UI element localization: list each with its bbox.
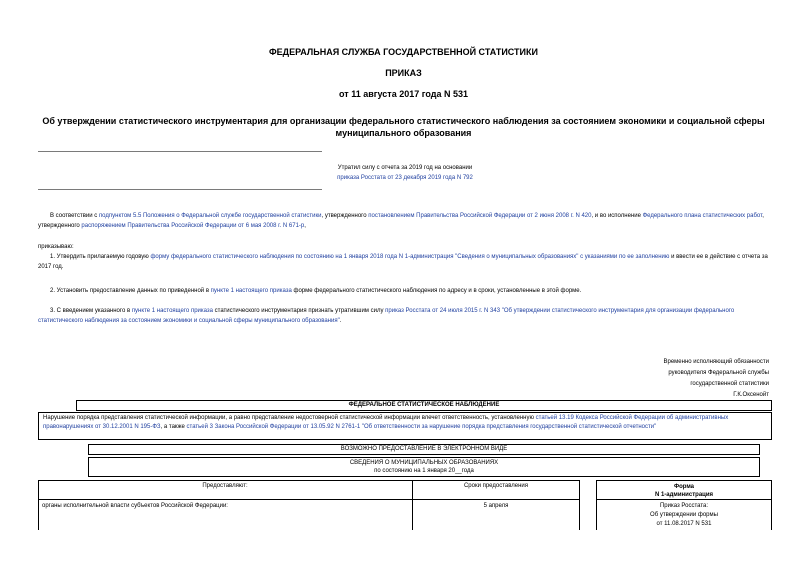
item-3 [38, 306, 768, 326]
approval-left-edge [596, 500, 597, 530]
status-rule-top [38, 151, 322, 152]
approval-line1: Приказ Росстата: [659, 503, 709, 509]
link-federal-plan[interactable]: Федерального плана статистических работ [642, 213, 763, 219]
link-gov-order-671[interactable]: распоряжением Правительства Российской Федерации от 6 мая 2008 г. N 671-р [81, 223, 305, 229]
link-law-2761-1[interactable]: статьей 3 Закона Российской Федерации от 13.05.92 N 2761-1 "Об ответственности за нарушение порядка представления государственной статистической отчетности" [186, 424, 657, 430]
signature-block [664, 357, 770, 401]
link-item-1-again[interactable]: пункте 1 настоящего приказа [131, 308, 213, 314]
text: , утвержденного [321, 213, 369, 219]
text: форме федерального статистического наблюдения по адресу и в сроки, установленные в этой форме. [291, 288, 582, 294]
status-rule-bottom [38, 189, 322, 190]
text: 2. Установить предоставление данных по приведенной в [50, 288, 211, 294]
liability-warning [38, 412, 772, 440]
text: , [304, 223, 306, 229]
item-2 [38, 286, 768, 296]
text: 1. Утвердить прилагаемую годовую [50, 254, 151, 260]
signature-line2: руководителя Федеральной службы [668, 370, 769, 376]
form-label: Форма [673, 484, 695, 490]
table-left-edge [38, 500, 39, 530]
link-subclause-5-5[interactable]: подпунктом 5.5 Положения о Федеральной службе государственной статистики [98, 213, 322, 219]
table-right-edge [579, 500, 580, 530]
link-gov-decree-420[interactable]: постановлением Правительства Российской Федерации от 2 июня 2008 г. N 420 [368, 213, 592, 219]
link-koap-13-19[interactable]: статьей 13.19 Кодекса Российской Федерации об административных правонарушениях от 30.12.2001 N 195-ФЗ [43, 415, 729, 430]
approval-line2: Об утверждении формы [650, 512, 718, 518]
text: , и во исполнение [591, 213, 641, 219]
form-name: N 1-администрация [654, 492, 714, 498]
col-deadline-header: Сроки предоставления [463, 483, 529, 489]
orders-label: приказываю: [38, 244, 74, 250]
text: 3. С введением указанного в [50, 308, 132, 314]
link-item-1[interactable]: пункте 1 настоящего приказа [210, 288, 292, 294]
signature-line1: Временно исполняющий обязанности [663, 359, 769, 365]
status-line1: Утратил силу с отчета за 2019 год на основании [337, 165, 473, 171]
doc-type-heading: ПРИКАЗ [385, 68, 422, 78]
doc-title [20, 115, 787, 139]
link-order-343[interactable]: приказ Росстата от 24 июля 2015 г. N 343 "Об утверждении статистического инструментария для организации федерального статистического наблюдения за состоянием экономики и социальной сферы муниципального образования" [38, 308, 735, 324]
text: В соответствии с [50, 213, 99, 219]
approval-right-edge [771, 500, 772, 530]
form-approval [596, 502, 772, 529]
text: . [339, 318, 342, 324]
form-banner: ФЕДЕРАЛЬНОЕ СТАТИСТИЧЕСКОЕ НАБЛЮДЕНИЕ [76, 400, 772, 411]
form-info-title: СВЕДЕНИЯ О МУНИЦИПАЛЬНЫХ ОБРАЗОВАНИЯХ [349, 460, 499, 466]
signature-name: Г.К.Оксенойт [733, 392, 769, 398]
form-info-date: по состоянию на 1 января 20__года [374, 468, 474, 474]
row-deadline: 5 апреля [483, 503, 509, 509]
text: и ввести ее в действие с отчета за 2017 год. [38, 254, 768, 270]
col-provide-header: Предоставляют: [202, 483, 248, 489]
text: , а также [160, 424, 187, 430]
item-1 [38, 252, 768, 272]
row-provider: органы исполнительной власти субъектов Российской Федерации: [42, 503, 228, 509]
signature-line3: государственной статистики [690, 381, 769, 387]
link-form-1-admin[interactable]: форму федерального статистического наблюдения по состоянию на 1 января 2018 года N 1-администрация "Сведения о муниципальных образованиях" с указаниями по ее заполнению [150, 254, 670, 260]
agency-heading: ФЕДЕРАЛЬНАЯ СЛУЖБА ГОСУДАРСТВЕННОЙ СТАТИСТИКИ [269, 47, 538, 57]
text: статистического инструментария признать утратившим силу [213, 308, 386, 314]
doc-date-number: от 11 августа 2017 года N 531 [339, 89, 468, 99]
form-info-box [88, 457, 760, 477]
paragraph-preamble [38, 211, 768, 231]
electronic-submission-note: ВОЗМОЖНО ПРЕДОСТАВЛЕНИЕ В ЭЛЕКТРОННОМ ВИДЕ [88, 444, 760, 455]
status-link[interactable]: приказа Росстата от 23 декабря 2019 года N 792 [337, 175, 473, 181]
text: Нарушение порядка представления статистической информации, а равно представление недостоверной статистической информации влечет ответственность, установленную [43, 415, 536, 421]
text: , утвержденного [38, 213, 764, 229]
form-code-box [596, 480, 772, 500]
doc-title-line2: муниципального образования [335, 128, 472, 138]
approval-line3: от 11.08.2017 N 531 [656, 521, 712, 527]
doc-title-line1: Об утверждении статистического инструментария для организации федерального статистического наблюдения за состоянием экономики и социальной сферы [42, 116, 765, 126]
